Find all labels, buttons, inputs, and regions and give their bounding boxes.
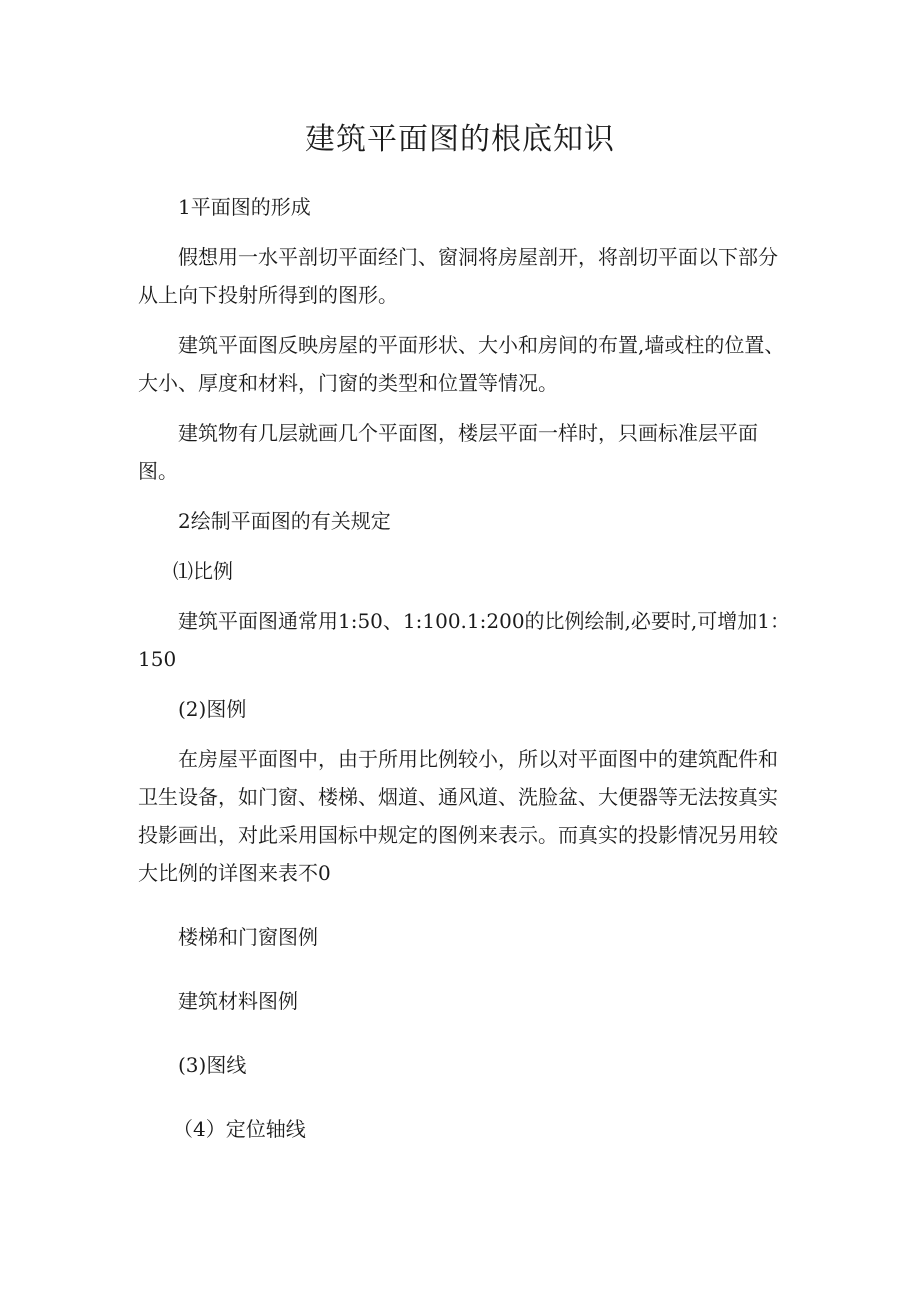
paragraph-formation-definition: 假想用一水平剖切平面经门、窗洞将房屋剖开，将剖切平面以下部分从上向下投射所得到的图形。 <box>138 245 778 307</box>
subheading-scale: ⑴比例 <box>173 559 233 583</box>
item-materials-legend: 建筑材料图例 <box>178 989 298 1013</box>
section-heading-rules: 2绘制平面图的有关规定 <box>178 509 391 533</box>
subheading-lines: (3)图线 <box>178 1053 247 1077</box>
paragraph-floors: 建筑物有几层就画几个平面图，楼层平面一样时，只画标准层平面图。 <box>138 421 758 483</box>
item-stairs-doors-legend: 楼梯和门窗图例 <box>178 925 318 949</box>
section-heading-formation: 1平面图的形成 <box>178 195 311 219</box>
paragraph-plan-content: 建筑平面图反映房屋的平面形状、大小和房间的布置,墙或柱的位置、大小、厚度和材料，门窗的类型和位置等情况。 <box>138 333 785 395</box>
subheading-axes: （4）定位轴线 <box>173 1117 306 1141</box>
subheading-legend: (2)图例 <box>178 697 247 721</box>
document-title: 建筑平面图的根底知识 <box>305 122 615 157</box>
paragraph-legend: 在房屋平面图中，由于所用比例较小，所以对平面图中的建筑配件和卫生设备，如门窗、楼梯、烟道、通风道、洗脸盆、大便器等无法按真实投影画出，对此采用国标中规定的图例来表示。而真实的投影情况另用较大比例的详图来表不0 <box>138 747 778 885</box>
document-body <box>138 188 793 1160</box>
paragraph-scale: 建筑平面图通常用1:50、1:100.1:200的比例绘制,必要时,可增加1：150 <box>138 609 790 671</box>
